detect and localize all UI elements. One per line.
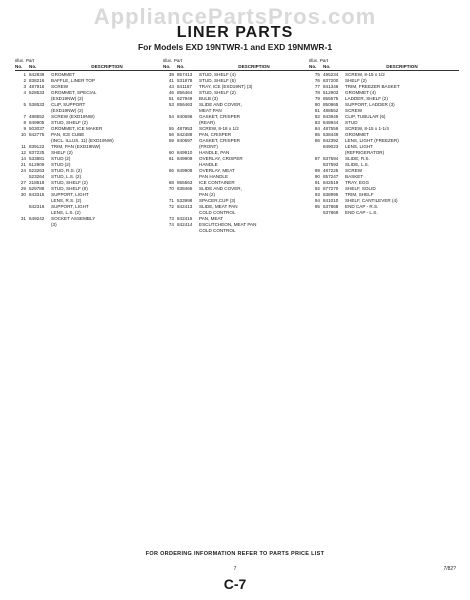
part-description: SUPPORT, LADDER (3) <box>345 102 395 107</box>
part-no: 533881 <box>29 156 45 161</box>
part-no: 850965 <box>323 102 339 107</box>
illus-no: 80 <box>314 102 320 107</box>
part-description: GROMMET, SPECIAL <box>51 90 97 95</box>
illus-no: 68 <box>168 180 174 185</box>
parts-column-1 <box>15 58 163 228</box>
part-no: 649242 <box>29 216 45 221</box>
part-description: COLD CONTROL <box>199 228 236 233</box>
part-description: SCREW, 8-15 x 1-1/4 <box>345 126 389 131</box>
part-description: STUD, SHELF (5) <box>199 78 236 83</box>
illus-no-header: No. <box>15 63 23 69</box>
illus-no <box>15 222 29 228</box>
watermark: AppliancePartsPros.com <box>93 4 377 29</box>
illus-no: 53 <box>168 102 174 107</box>
illus-no: 78 <box>314 90 320 95</box>
part-description: BAFFLE, LINER TOP <box>51 78 95 83</box>
table-row <box>309 210 459 216</box>
illus-no: 76 <box>314 78 320 83</box>
part-no: 840697 <box>177 138 193 143</box>
table-row <box>15 222 163 228</box>
illus-no: 89 <box>314 168 320 173</box>
part-description: SCREW, 8-18 x 1/2 <box>199 126 239 131</box>
illus-no: 93 <box>314 192 320 197</box>
illus-no: 85 <box>314 132 320 137</box>
parts-column-3 <box>309 58 459 216</box>
part-no: 848944 <box>323 120 339 125</box>
illus-no: 94 <box>314 198 320 203</box>
page-label: C-7 <box>223 576 247 592</box>
illus-no: 41 <box>168 78 174 83</box>
part-description: STUD, SHELF (2) <box>51 120 88 125</box>
illus-no: 12 <box>20 150 26 155</box>
part-description: (INCL. ILLUS. 11) (EXD19NW) <box>51 138 114 143</box>
illus-no: 11 <box>21 144 26 149</box>
part-no: 627949 <box>177 96 193 101</box>
part-no <box>177 228 199 234</box>
illus-no <box>309 210 323 216</box>
illus-no: 43 <box>168 84 174 89</box>
illus-no: 59 <box>168 138 174 143</box>
part-no: 849908 <box>177 168 193 173</box>
part-no: 488552 <box>323 108 339 113</box>
illus-no: 21 <box>20 162 26 167</box>
part-description: ESCUTCHEON, MEAT PAN <box>199 222 257 227</box>
column-header <box>15 64 163 72</box>
illus-no: 51 <box>168 96 174 101</box>
part-no: 843315 <box>29 192 45 197</box>
part-description: PAN, CRISPER <box>199 132 232 137</box>
part-no: 841346 <box>323 84 339 89</box>
part-no: 537868 <box>323 204 339 209</box>
part-description: LENS, LIGHT <box>345 144 374 149</box>
part-description: GASKET, CRISPER <box>199 138 241 143</box>
illus-no: 46 <box>168 90 174 95</box>
part-no: 523263 <box>29 168 45 173</box>
part-description: SHELF (2) <box>345 78 367 83</box>
part-description: PAN, MEAT <box>199 216 224 221</box>
part-description: ICE CONTAINER <box>199 180 235 185</box>
part-description: HANDLE, PAN <box>199 150 230 155</box>
part-no: 841010 <box>323 198 339 203</box>
illus-no: 7 <box>23 114 26 119</box>
part-description: TRIM, SHELF <box>345 192 374 197</box>
part-no: 843945 <box>323 114 339 119</box>
part-description: OVERLAY, CRISPER <box>199 156 243 161</box>
part-no: 857413 <box>177 72 193 77</box>
table-row <box>163 228 309 234</box>
part-description: (REFRIGERATOR) <box>345 150 385 155</box>
ordering-note: FOR ORDERING INFORMATION REFER TO PARTS PRICE LIST <box>145 551 325 557</box>
part-description: STUD (2) <box>51 162 71 167</box>
part-no: 842839 <box>29 72 45 77</box>
part-no: 838995 <box>323 192 339 197</box>
part-description: GROMMET, ICE MAKER <box>51 126 103 131</box>
part-description: END CAP - L.S. <box>345 210 378 215</box>
part-description: SCREW <box>345 168 363 173</box>
illus-no: 77 <box>314 84 320 89</box>
part-no: 538533 <box>29 102 45 107</box>
part-no: 488552 <box>29 114 45 119</box>
part-no: 842488 <box>177 132 193 137</box>
part-description: LADDER, SHELF (2) <box>345 96 388 101</box>
illus-no: 4 <box>23 90 26 95</box>
illus-no: 74 <box>168 222 174 227</box>
part-description: TRAY, ICE (EXD19NT) (3) <box>199 84 253 89</box>
part-no: 842775 <box>29 132 45 137</box>
illus-no: 60 <box>168 150 174 155</box>
illus-no: 75 <box>314 72 320 77</box>
illus-no: 27 <box>20 180 26 185</box>
illus-no: 95 <box>314 204 320 209</box>
illus-no: 91 <box>314 180 320 185</box>
illus-no: 1 <box>23 72 26 77</box>
part-no-header: No. <box>177 63 185 69</box>
part-no: 487953 <box>177 126 193 131</box>
part-no: 842316 <box>29 204 45 209</box>
part-no: 837225 <box>29 150 45 155</box>
part-no: 840696 <box>177 114 193 119</box>
part-description: LENS, R.S. (2) <box>51 198 82 203</box>
part-description: STUD, SHELF (2) <box>199 90 236 95</box>
part-description: BULB (3) <box>199 96 218 101</box>
part-description: OVERLAY, MEAT <box>199 168 235 173</box>
part-description: MEAT PAN <box>199 108 222 113</box>
illus-header-top: Illus. Part <box>309 58 329 63</box>
illus-no: 70 <box>168 186 174 191</box>
part-description: SCREW, 8-15 x 1/2 <box>345 72 385 77</box>
part-no-header: No. <box>29 63 37 69</box>
illus-no: 87 <box>314 156 320 161</box>
part-description: SOCKET ASSEMBLY <box>51 216 96 221</box>
part-description: SLIDE, L.S. <box>345 162 370 167</box>
part-no: 487916 <box>29 84 45 89</box>
part-description: GASKET, CRISPER <box>199 114 241 119</box>
illus-no-header: No. <box>309 63 317 69</box>
part-no: 842414 <box>177 222 193 227</box>
part-description: STUD, SHELF (8) <box>51 186 88 191</box>
part-no: 837200 <box>323 78 339 83</box>
illus-no: 92 <box>314 186 320 191</box>
part-description: TRIM, PAN (EXD19NW) <box>51 144 101 149</box>
description-header: DESCRIPTION <box>386 63 418 69</box>
part-description: HANDLE <box>199 162 218 167</box>
illus-no: 73 <box>168 216 174 221</box>
part-description: COLD CONTROL <box>199 210 236 215</box>
illus-header-top: Illus. Part <box>163 58 183 63</box>
part-description: SLIDE AND COVER, <box>199 186 242 191</box>
part-no: 838465 <box>177 186 193 191</box>
illus-no: 56 <box>168 132 174 137</box>
part-description: SLIDE, MEAT PAN <box>199 204 238 209</box>
illus-no: 72 <box>168 204 174 209</box>
illus-no-header: No. <box>163 63 171 69</box>
part-no <box>29 222 51 228</box>
part-description: (FRONT) <box>199 144 218 149</box>
illus-no: 9 <box>23 126 26 131</box>
part-no: 538449 <box>323 132 339 137</box>
part-description: SCREW <box>345 108 363 113</box>
part-description: (EXD19NW) (2) <box>51 96 84 101</box>
parts-column-2 <box>163 58 309 234</box>
part-no: 533998 <box>177 198 193 203</box>
part-description: SCREW <box>51 84 69 89</box>
part-description: TRAY, EGG <box>345 180 370 185</box>
part-description: SUPPORT, LIGHT <box>51 192 89 197</box>
part-no: 849909 <box>177 156 193 161</box>
part-no: 857247 <box>323 174 339 179</box>
illus-no: 3 <box>23 84 26 89</box>
illus-no: 10 <box>20 132 26 137</box>
part-no: 837593 <box>323 162 339 167</box>
part-description: LENS, LIGHT (FREEZER) <box>345 138 399 143</box>
column-header <box>163 64 309 72</box>
page-number: 7 <box>233 566 237 572</box>
part-no: 512903 <box>323 90 339 95</box>
description-header: DESCRIPTION <box>238 63 270 69</box>
part-description: CLIP, TUBULAR (6) <box>345 114 386 119</box>
page-subtitle: For Models EXD 19NTWR-1 and EXD 19NMWR-1 <box>137 42 333 52</box>
part-no: 503037 <box>29 126 45 131</box>
illus-header-top: Illus. Part <box>15 58 35 63</box>
illus-no: 71 <box>168 198 174 203</box>
illus-no: 2 <box>23 78 26 83</box>
illus-no: 61 <box>168 156 174 161</box>
part-no: 838216 <box>29 78 45 83</box>
part-description: SLIDE, R.S. <box>345 156 370 161</box>
part-no: 842519 <box>323 180 339 185</box>
part-description: PAN (2) <box>199 192 215 197</box>
part-description: STUD <box>345 120 358 125</box>
illus-no: 66 <box>168 168 174 173</box>
part-description: (3) <box>51 222 57 227</box>
illus-no: 24 <box>20 168 26 173</box>
part-no: 849910 <box>177 150 193 155</box>
illus-no: 82 <box>314 114 320 119</box>
part-description: GROMMET <box>51 72 75 77</box>
part-no: 487559 <box>323 126 339 131</box>
column-header <box>309 64 459 72</box>
part-description: END CAP - R.S. <box>345 204 379 209</box>
part-description: STUD, SHELF (4) <box>199 72 236 77</box>
illus-no: 55 <box>168 126 174 131</box>
illus-no: 81 <box>314 108 320 113</box>
part-no: 877270 <box>323 186 339 191</box>
illus-no: 5 <box>23 102 26 107</box>
illus-no: 79 <box>314 96 320 101</box>
part-no: 529788 <box>29 186 45 191</box>
illus-no: 83 <box>314 120 320 125</box>
illus-no: 30 <box>20 192 26 197</box>
part-description: TRIM, FREEZER BASKET <box>345 84 400 89</box>
part-description: SUPPORT, LIGHT <box>51 204 89 209</box>
part-no: 523264 <box>29 174 45 179</box>
description-header: DESCRIPTION <box>91 63 123 69</box>
part-no: 839122 <box>29 144 45 149</box>
part-no: 856463 <box>177 102 193 107</box>
part-description: SLIDE AND COVER, <box>199 102 242 107</box>
part-no-header: No. <box>323 63 331 69</box>
illus-no: 86 <box>314 138 320 143</box>
part-description: SHELF, CANTILEVER (4) <box>345 198 398 203</box>
illus-no: 14 <box>20 156 26 161</box>
part-no: 842413 <box>177 204 193 209</box>
part-no: 849023 <box>323 144 339 149</box>
part-no: 849905 <box>29 120 45 125</box>
part-no: 528533 <box>29 90 45 95</box>
part-description: (REAR) <box>199 120 215 125</box>
part-description: GROMMET (4) <box>345 90 376 95</box>
illus-no <box>163 228 177 234</box>
date-code: 7/82? <box>443 566 456 572</box>
part-no: 218518 <box>29 180 45 185</box>
part-description: STUD, SHELF (2) <box>51 180 88 185</box>
page-title: LINER PARTS <box>176 24 294 41</box>
part-description: SHELF (2) <box>51 150 73 155</box>
part-description: STUD, R.S. (2) <box>51 168 82 173</box>
part-description: GROMMET <box>345 132 369 137</box>
part-no: 841187 <box>177 84 192 89</box>
part-no: 837594 <box>323 156 339 161</box>
part-no: 537869 <box>323 210 339 215</box>
part-description: (EXD19NW) (2) <box>51 108 84 113</box>
part-description: SHELF, SOLID <box>345 186 376 191</box>
part-description: STUD, L.S. (2) <box>51 174 82 179</box>
part-no: 855575 <box>323 96 339 101</box>
part-no: 495234 <box>323 72 339 77</box>
part-description: PAN, ICE CUBE <box>51 132 85 137</box>
illus-no: 8 <box>23 120 26 125</box>
part-description: SPACER,CUP (3) <box>199 198 236 203</box>
illus-no: 84 <box>314 126 320 131</box>
illus-no: 90 <box>314 174 320 179</box>
part-description: LENS, L.S. (2) <box>51 210 81 215</box>
part-description: PAN HANDLE <box>199 174 229 179</box>
part-no: 487225 <box>323 168 339 173</box>
illus-no: 54 <box>168 114 174 119</box>
part-description: CLIP, SUPPORT <box>51 102 86 107</box>
illus-no: 29 <box>20 186 26 191</box>
illus-no: 39 <box>168 72 174 77</box>
part-no: 842392 <box>323 138 339 143</box>
part-no: 531878 <box>177 78 193 83</box>
part-no: 842415 <box>177 216 193 221</box>
illus-no: 31 <box>20 216 26 221</box>
part-no: 855563 <box>177 180 193 185</box>
part-description: BASKET <box>345 174 364 179</box>
part-description: SCREW (EXD19NW) <box>51 114 95 119</box>
part-no: 856464 <box>177 90 193 95</box>
part-no: 512909 <box>29 162 45 167</box>
part-description: STUD (2) <box>51 156 71 161</box>
